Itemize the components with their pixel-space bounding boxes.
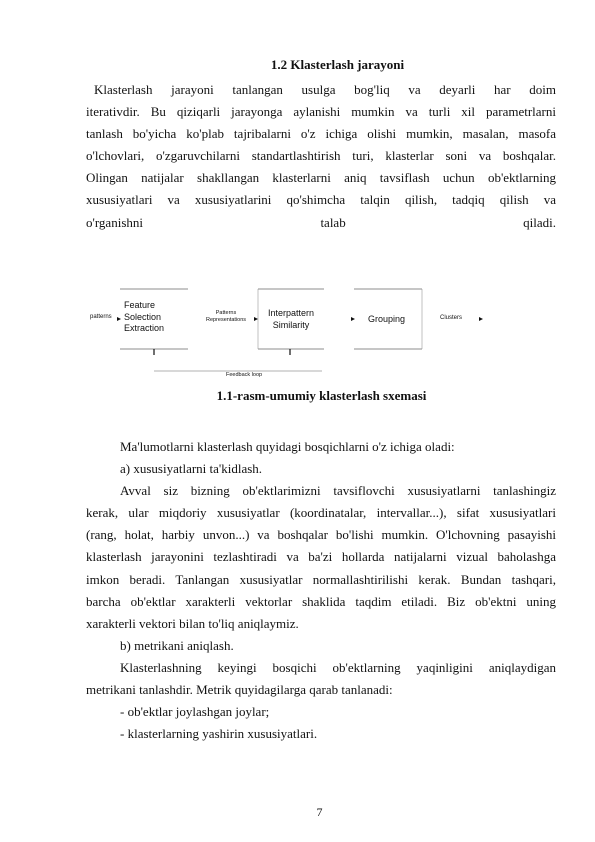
body-line: Klasterlashning keyingi bosqichi ob'ektlarning yaqinligini aniqlaydigan bbox=[120, 659, 556, 675]
intro-paragraph bbox=[86, 79, 556, 234]
arrow-1 bbox=[117, 317, 121, 321]
body-line: b) metrikani aniqlash. bbox=[120, 637, 234, 653]
rep-label-line-2: Representations bbox=[205, 317, 247, 323]
body-line: klasterlash jarayonini tezlashtiradi va ba'zi hollarda natijalarni vizual baholashga bbox=[86, 549, 556, 565]
body-line: (rang, holat, harbiy unvon...) va boshqalar bo'lishi mumkin. O'lchovning pasayishi bbox=[86, 527, 556, 543]
body-line: metrikani tanlashdir. Metrik quyidagilarga qarab tanlanadi: bbox=[86, 682, 393, 698]
page-number: 7 bbox=[316, 805, 323, 819]
intro-line: Olingan natijalar shakllangan klasterlarni aniq tavsiflash uchun ob'ektlarning bbox=[86, 170, 556, 186]
feedback-loop-label: Feedback loop bbox=[226, 372, 263, 378]
arrow-4 bbox=[479, 317, 483, 321]
body-line: Ma'lumotlarni klasterlash quyidagi bosqichlarni o'z ichiga oladi: bbox=[120, 439, 455, 454]
grouping-box: Grouping bbox=[368, 314, 406, 324]
pattern-representations-label bbox=[196, 310, 256, 324]
body-paragraphs bbox=[86, 436, 556, 745]
box2-line-2: Similarity bbox=[272, 320, 310, 330]
intro-line: iterativdir. Bu qiziqarli jarayonga aylanishi mumkin va turli xil parametrlarni bbox=[86, 104, 556, 120]
body-line: Avval siz bizning ob'ektlarimizni tavsiflovchi xususiyatlarni tanlashingiz bbox=[120, 483, 556, 499]
body-line: barcha ob'ektlar xarakterli vektorlar shaklida taqdim etiladi. Biz ob'ektni uning bbox=[86, 593, 556, 609]
body-line: a) xususiyatlarni ta'kidlash. bbox=[120, 461, 263, 477]
body-line: imkon beradi. Tanlangan xususiyatlar normallashtirilishi kerak. Bundan tashqari, bbox=[86, 571, 556, 587]
body-line: - klasterlarning yashirin xususiyatlari. bbox=[120, 726, 318, 742]
feature-extraction-box: Feature Solection Extraction bbox=[124, 300, 165, 333]
intro-line: xususiyatlari va xususiyatlarini qo'shimcha talqin qilish, tadqiq qilish va bbox=[86, 192, 556, 208]
intro-line: o'rganishni talab qiladi. bbox=[86, 214, 556, 230]
body-line: - ob'ektlar joylashgan joylar; bbox=[120, 704, 270, 720]
clustering-diagram bbox=[86, 283, 496, 383]
arrow-3 bbox=[351, 317, 355, 321]
patterns-input-label: patterns bbox=[90, 314, 112, 320]
rep-label-line-1: Patterns bbox=[215, 310, 237, 316]
body-line: xarakterli vektori bilan to'liq aniqlaymiz. bbox=[86, 615, 299, 631]
intro-line: tanlash bo'yicha ko'plab tajribalarni o'z ichiga olishi mumkin, masalan, masofa bbox=[86, 126, 556, 142]
section-title: 1.2 Klasterlash jarayoni bbox=[270, 57, 405, 72]
figure-caption: 1.1-rasm-umumiy klasterlash sxemasi bbox=[216, 388, 427, 403]
body-line: kerak, ular miqdoriy xususiyatlar (koordinatalar, intervallar...), sifat xususiyatlari bbox=[86, 505, 556, 521]
clusters-output-label: Clusters bbox=[440, 315, 463, 321]
interpattern-similarity-box bbox=[260, 307, 322, 331]
intro-line: o'lchovlari, o'zgaruvchilarni standartlashtirish turi, klasterlar soni va boshqalar. bbox=[86, 148, 556, 164]
box2-line-1: Interpattern bbox=[267, 308, 315, 318]
intro-line: Klasterlash jarayoni tanlangan usulga bog'liq va deyarli har doim bbox=[94, 82, 556, 97]
